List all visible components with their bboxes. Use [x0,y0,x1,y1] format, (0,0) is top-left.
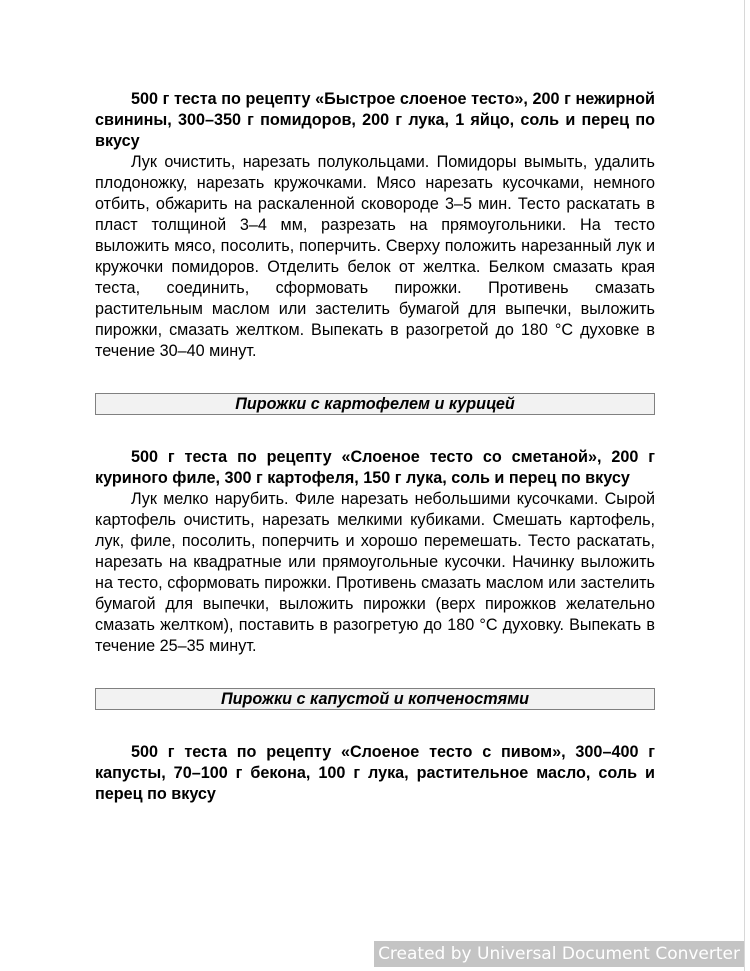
recipe-1-method: Лук очистить, нарезать полукольцами. Помидоры вымыть, удалить плодоножку, нарезать кружочками. Мясо нарезать кусочками, немного отбить, обжарить на раскаленной сковороде 3–5 мин. Тесто раскатать в пласт толщиной 3–4 мм, разрезать на прямоугольники. На тесто выложить мясо, посолить, поперчить. Сверху положить нарезанный лук и кружочки помидоров. Отделить белок от желтка. Белком смазать края теста, соединить, сформовать пирожки. Противень смазать растительным маслом или застелить бумагой для выпечки, выложить пирожки, смазать желтком. Выпекать в разогретой до 180 °С духовке в течение 30–40 минут. [95,153,655,360]
spacer [95,657,655,688]
spacer [95,710,655,742]
spacer [95,415,655,447]
recipe-3-ingredients: 500 г теста по рецепту «Слоеное тесто с пивом», 300–400 г капусты, 70–100 г бекона, 100 г лука, растительное масло, соль и перец по вкусу [95,743,655,803]
recipe-1-ingredients: 500 г теста по рецепту «Быстрое слоеное тесто», 200 г нежирной свинины, 300–350 г помидоров, 200 г лука, 1 яйцо, соль и перец по вкусу [95,90,655,150]
recipe-2-method: Лук мелко нарубить. Филе нарезать небольшими кусочками. Сырой картофель очистить, нарезать мелкими кубиками. Смешать картофель, лук, филе, посолить, поперчить и хорошо перемешать. Тесто раскатать, нарезать на квадратные или прямоугольные кусочки. Начинку выложить на тесто, сформовать пирожки. Противень смазать маслом или застелить бумагой для выпечки, выложить пирожки (верх пирожков желательно смазать желтком), поставить в разогретую до 180 °С духовку. Выпекать в течение 25–35 минут. [95,490,655,655]
spacer [95,362,655,393]
recipe-1 [95,89,655,362]
recipe-3 [95,688,655,805]
recipe-2 [95,393,655,657]
recipe-2-title: Пирожки с картофелем и курицей [95,393,655,415]
recipe-3-title: Пирожки с капустой и копченостями [95,688,655,710]
page-edge [744,0,745,971]
document-body [95,89,655,805]
recipe-2-ingredients: 500 г теста по рецепту «Слоеное тесто со сметаной», 200 г куриного филе, 300 г картофеля, 150 г лука, соль и перец по вкусу [95,448,655,487]
converter-watermark: Created by Universal Document Converter [374,941,744,967]
